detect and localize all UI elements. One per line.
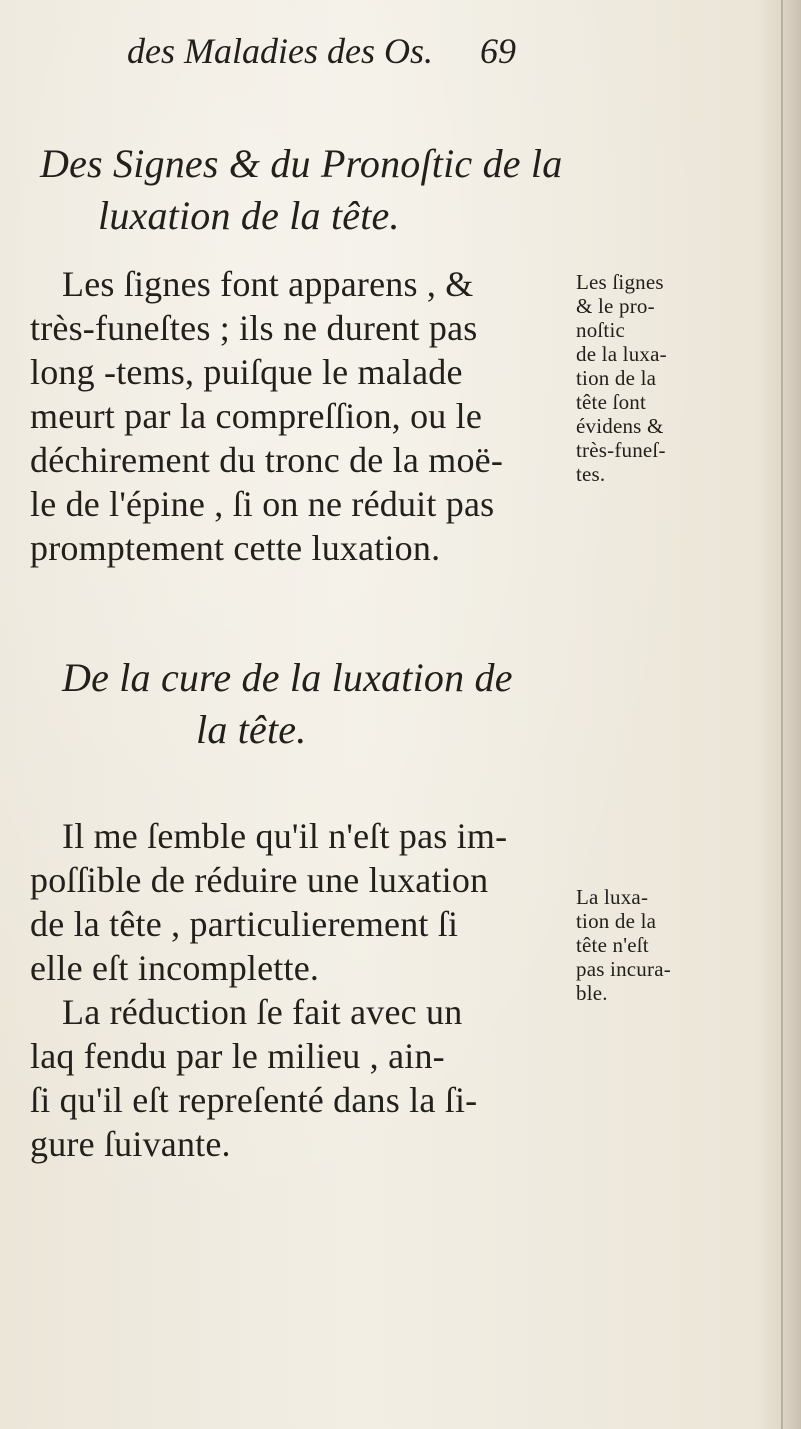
note-line: noſtic bbox=[576, 318, 626, 342]
paragraph-cure-1 bbox=[30, 814, 548, 990]
note-line: évidens & bbox=[576, 414, 664, 438]
note-line: ble. bbox=[576, 981, 608, 1005]
running-head-title: des Maladies des Os. bbox=[127, 31, 433, 71]
note-line: tion de la bbox=[576, 909, 657, 933]
text-line: gure ſuivante. bbox=[30, 1124, 231, 1164]
text-line: poſſible de réduire une luxation bbox=[30, 860, 489, 900]
blank-page-area bbox=[0, 1210, 755, 1429]
section-heading-cure bbox=[62, 652, 513, 756]
text-line: très-funeſtes ; ils ne durent pas bbox=[30, 308, 478, 348]
text-line: long -tems, puiſque le malade bbox=[30, 352, 463, 392]
paragraph-cure-2 bbox=[30, 990, 548, 1166]
note-line: La luxa- bbox=[576, 885, 649, 909]
text-line: déchirement du tronc de la moë- bbox=[30, 440, 504, 480]
note-line: tête n'eſt bbox=[576, 933, 649, 957]
heading-line: De la cure de la luxation de bbox=[62, 655, 513, 700]
page-number: 69 bbox=[479, 31, 516, 71]
text-line: Les ſignes font apparens , & bbox=[62, 264, 474, 304]
note-line: Les ſignes bbox=[576, 270, 664, 294]
text-line: ſi qu'il eſt repreſenté dans la ſi- bbox=[30, 1080, 478, 1120]
section-heading-signes bbox=[40, 138, 562, 242]
text-line: meurt par la compreſſion, ou le bbox=[30, 396, 483, 436]
text-line: promptement cette luxation. bbox=[30, 528, 441, 568]
heading-line: luxation de la tête. bbox=[98, 193, 400, 238]
note-line: tête ſont bbox=[576, 390, 647, 414]
margin-note-signes bbox=[576, 270, 762, 486]
text-line: laq fendu par le milieu , ain- bbox=[30, 1036, 445, 1076]
text-line: de la tête , particulierement ſi bbox=[30, 904, 459, 944]
note-line: tion de la bbox=[576, 366, 657, 390]
paragraph-signes bbox=[30, 262, 548, 570]
note-line: & le pro- bbox=[576, 294, 655, 318]
text-line: elle eſt incomplette. bbox=[30, 948, 320, 988]
note-line: très-funeſ- bbox=[576, 438, 666, 462]
note-line: de la luxa- bbox=[576, 342, 667, 366]
text-line: le de l'épine , ſi on ne réduit pas bbox=[30, 484, 495, 524]
running-head bbox=[22, 30, 516, 72]
margin-note-cure bbox=[576, 885, 762, 1005]
text-line: Il me ſemble qu'il n'eſt pas im- bbox=[62, 816, 508, 856]
heading-line: Des Signes & du Pronoſtic de la bbox=[40, 141, 563, 186]
note-line: tes. bbox=[576, 462, 606, 486]
heading-line: la tête. bbox=[196, 707, 307, 752]
text-line: La réduction ſe fait avec un bbox=[62, 992, 463, 1032]
page-binding-edge bbox=[755, 0, 801, 1429]
note-line: pas incura- bbox=[576, 957, 671, 981]
